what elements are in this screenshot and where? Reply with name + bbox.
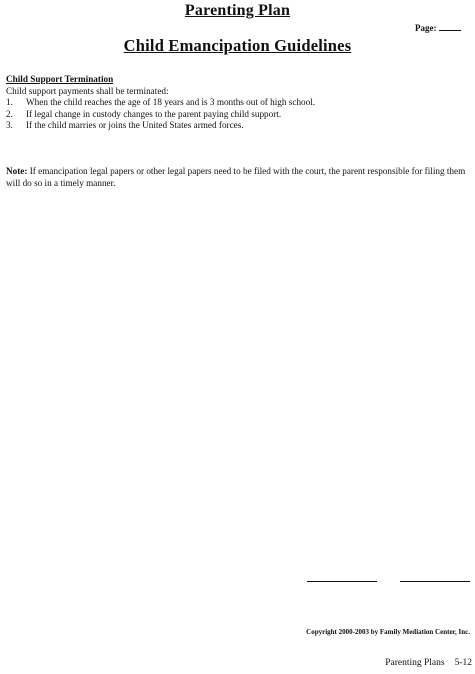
note-paragraph [6,166,468,189]
page-label: Page: [415,23,437,33]
page-number-blank [439,22,461,31]
list-item-text: When the child reaches the age of 18 years and is 3 months out of high school. [26,97,316,107]
list-item-text: If legal change in custody changes to the parent paying child support. [26,108,282,119]
section-heading: Child Support Termination [6,74,114,84]
page-footer [300,658,472,668]
list-item [6,109,471,121]
list-item-number: 2. [6,108,13,119]
signature-line [307,581,377,582]
termination-section [6,74,471,132]
section-intro: Child support payments shall be terminated: [6,85,169,96]
list-item [6,97,471,109]
termination-list [6,97,471,132]
signature-line [400,581,470,582]
list-item [6,120,471,132]
note-label: Note: [6,166,28,176]
footer-page-number: 5-12 [454,658,472,668]
page-number-field [415,22,461,33]
copyright-notice: Copyright 2000-2003 by Family Mediation Center, Inc. [306,628,470,636]
footer-title: Parenting Plans [385,658,445,668]
list-item-text: If the child marries or joins the United States armed forces. [26,120,244,130]
document-subtitle: Child Emancipation Guidelines [123,36,352,55]
list-item-number: 1. [6,97,13,107]
note-text: If emancipation legal papers or other legal papers need to be filed with the court, the parent responsible for filing them will do so in a timely manner. [6,166,466,188]
list-item-number: 3. [6,120,13,130]
document-title: Parenting Plan [184,2,291,19]
